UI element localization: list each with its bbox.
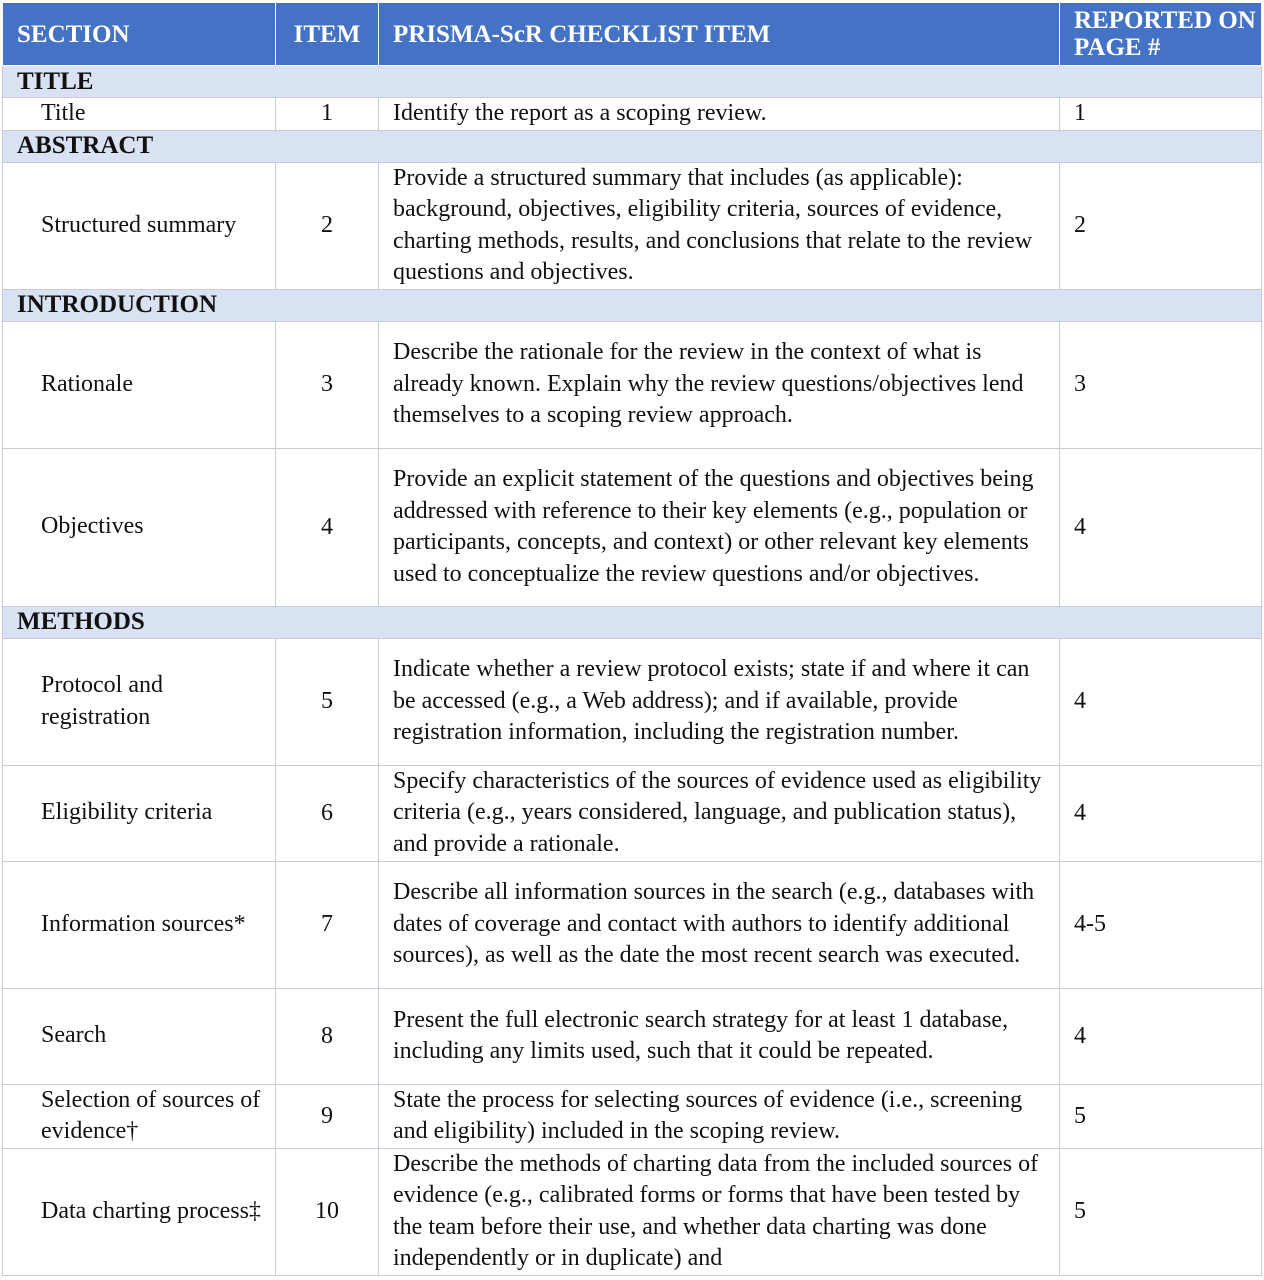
section-row-introduction [3, 289, 1262, 321]
row-checklist-text: Specify characteristics of the sources of evidence used as eligibility criteria (e.g., years considered, language, and publication status), and provide a rationale. [379, 765, 1060, 861]
row-section-name: Information sources* [3, 861, 276, 988]
section-label: INTRODUCTION [3, 289, 1262, 321]
row-page-number: 3 [1060, 321, 1262, 448]
row-checklist-text: Identify the report as a scoping review. [379, 98, 1060, 131]
row-section-name: Structured summary [3, 162, 276, 289]
table-row [3, 988, 1262, 1084]
table-row [3, 448, 1262, 606]
row-item-number: 9 [276, 1084, 379, 1148]
row-section-name: Eligibility criteria [3, 765, 276, 861]
row-section-name: Search [3, 988, 276, 1084]
row-item-number: 3 [276, 321, 379, 448]
row-section-name: Rationale [3, 321, 276, 448]
row-page-number: 1 [1060, 98, 1262, 131]
row-item-number: 7 [276, 861, 379, 988]
table-row [3, 1084, 1262, 1148]
section-row-methods [3, 606, 1262, 638]
header-section: SECTION [3, 3, 276, 66]
table-row [3, 1148, 1262, 1275]
row-checklist-text: Provide an explicit statement of the questions and objectives being addressed with reference to their key elements (e.g., population or participants, concepts, and context) or other relevant key elements used to conceptualize the review questions and/or objectives. [379, 448, 1060, 606]
table-row [3, 765, 1262, 861]
table-row [3, 162, 1262, 289]
row-page-number: 4 [1060, 765, 1262, 861]
row-page-number: 5 [1060, 1148, 1262, 1275]
row-item-number: 4 [276, 448, 379, 606]
table-row [3, 861, 1262, 988]
header-item: ITEM [276, 3, 379, 66]
row-checklist-text: Describe the rationale for the review in the context of what is already known. Explain why the review questions/objectives lend themselves to a scoping review approach. [379, 321, 1060, 448]
row-section-name: Data charting process‡ [3, 1148, 276, 1275]
row-checklist-text: Provide a structured summary that includes (as applicable): background, objectives, eligibility criteria, sources of evidence, charting methods, results, and conclusions that relate to the review questions and objectives. [379, 162, 1060, 289]
row-item-number: 1 [276, 98, 379, 131]
row-checklist-text: State the process for selecting sources of evidence (i.e., screening and eligibility) included in the scoping review. [379, 1084, 1060, 1148]
row-item-number: 2 [276, 162, 379, 289]
table-row [3, 321, 1262, 448]
section-row-abstract [3, 130, 1262, 162]
prisma-checklist-table [2, 2, 1262, 1276]
row-section-name: Objectives [3, 448, 276, 606]
section-label: ABSTRACT [3, 130, 1262, 162]
row-item-number: 6 [276, 765, 379, 861]
checklist-sheet [2, 2, 1261, 1276]
header-row [3, 3, 1262, 66]
header-checklist-item: PRISMA-ScR CHECKLIST ITEM [379, 3, 1060, 66]
section-row-title [3, 66, 1262, 98]
section-label: TITLE [3, 66, 1262, 98]
row-section-name: Title [3, 98, 276, 131]
section-label: METHODS [3, 606, 1262, 638]
table-row [3, 638, 1262, 765]
header-reported-page: REPORTED ON PAGE # [1060, 3, 1262, 66]
row-item-number: 10 [276, 1148, 379, 1275]
row-checklist-text: Present the full electronic search strategy for at least 1 database, including any limits used, such that it could be repeated. [379, 988, 1060, 1084]
row-page-number: 4 [1060, 988, 1262, 1084]
row-page-number: 2 [1060, 162, 1262, 289]
row-item-number: 8 [276, 988, 379, 1084]
row-section-name: Protocol and registration [3, 638, 276, 765]
row-page-number: 4-5 [1060, 861, 1262, 988]
row-checklist-text: Describe all information sources in the search (e.g., databases with dates of coverage and contact with authors to identify additional sources), as well as the date the most recent search was executed. [379, 861, 1060, 988]
row-page-number: 4 [1060, 448, 1262, 606]
table-row [3, 98, 1262, 131]
row-item-number: 5 [276, 638, 379, 765]
row-checklist-text: Indicate whether a review protocol exists; state if and where it can be accessed (e.g., a Web address); and if available, provide registration information, including the registration number. [379, 638, 1060, 765]
row-page-number: 4 [1060, 638, 1262, 765]
row-page-number: 5 [1060, 1084, 1262, 1148]
row-checklist-text: Describe the methods of charting data from the included sources of evidence (e.g., calibrated forms or forms that have been tested by the team before their use, and whether data charting was done independently or in duplicate) and [379, 1148, 1060, 1275]
row-section-name: Selection of sources of evidence† [3, 1084, 276, 1148]
